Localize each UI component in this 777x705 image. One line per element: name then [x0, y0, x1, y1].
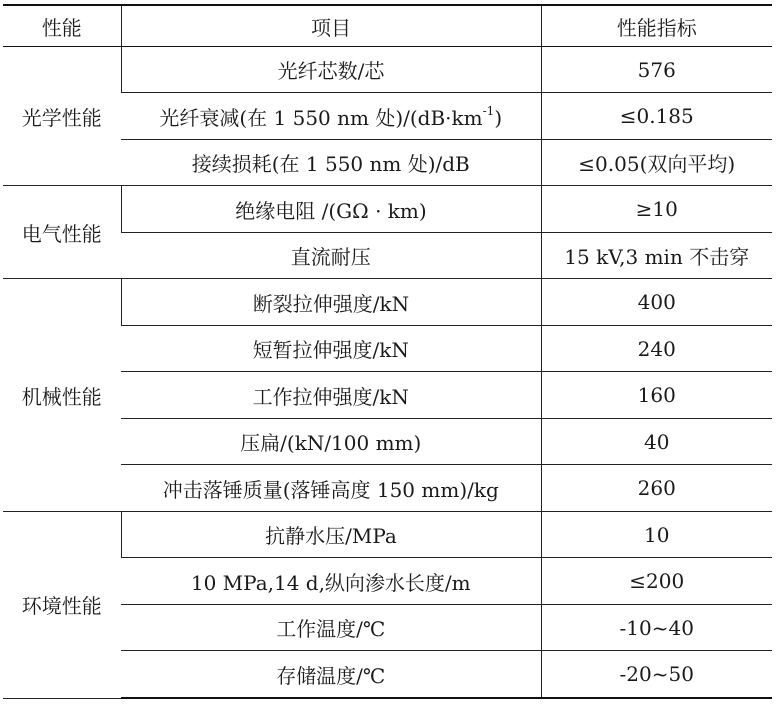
- item-cell: 10 MPa,14 d,纵向渗水长度/m: [121, 558, 541, 604]
- value-cell: ≤200: [541, 558, 772, 604]
- header-row: [3, 5, 772, 47]
- item-cell: [121, 93, 541, 139]
- group-electrical: 电气性能: [3, 186, 121, 279]
- item-cell: 绝缘电阻 /(GΩ · km): [121, 186, 541, 232]
- value-cell: 240: [541, 325, 772, 371]
- table-row: [3, 186, 772, 232]
- value-cell: 400: [541, 279, 772, 325]
- item-cell: 工作拉伸强度/kN: [121, 372, 541, 418]
- value-cell: 260: [541, 465, 772, 511]
- header-item: 项目: [121, 5, 541, 47]
- table-row: [3, 511, 772, 557]
- group-optical: 光学性能: [3, 47, 121, 186]
- item-text: 光纤衰减(在 1 550 nm 处)/(dB·km: [159, 105, 483, 130]
- value-cell: ≤0.05(双向平均): [541, 139, 772, 185]
- item-cell: 工作温度/℃: [121, 604, 541, 650]
- item-cell: 接续损耗(在 1 550 nm 处)/dB: [121, 139, 541, 185]
- item-cell: 压扁/(kN/100 mm): [121, 418, 541, 464]
- value-cell: ≥10: [541, 186, 772, 232]
- item-cell: 抗静水压/MPa: [121, 511, 541, 557]
- spec-table: [3, 4, 772, 699]
- value-cell: 40: [541, 418, 772, 464]
- value-cell: 160: [541, 372, 772, 418]
- item-cell: 直流耐压: [121, 232, 541, 278]
- value-cell: 576: [541, 47, 772, 93]
- value-cell: ≤0.185: [541, 93, 772, 139]
- group-environmental: 环境性能: [3, 511, 121, 698]
- item-superscript: -1: [482, 104, 495, 119]
- value-cell: -10~40: [541, 604, 772, 650]
- table-row: [3, 279, 772, 325]
- item-cell: 短暂拉伸强度/kN: [121, 325, 541, 371]
- table-row: [3, 47, 772, 93]
- item-tail: ): [494, 105, 503, 130]
- item-cell: 断裂拉伸强度/kN: [121, 279, 541, 325]
- value-cell: -20~50: [541, 651, 772, 698]
- item-cell: 光纤芯数/芯: [121, 47, 541, 93]
- header-index: 性能指标: [541, 5, 772, 47]
- header-property: 性能: [3, 5, 121, 47]
- item-cell: 存储温度/℃: [121, 651, 541, 698]
- item-cell: 冲击落锤质量(落锤高度 150 mm)/kg: [121, 465, 541, 511]
- value-cell: 15 kV,3 min 不击穿: [541, 232, 772, 278]
- value-cell: 10: [541, 511, 772, 557]
- group-mechanical: 机械性能: [3, 279, 121, 511]
